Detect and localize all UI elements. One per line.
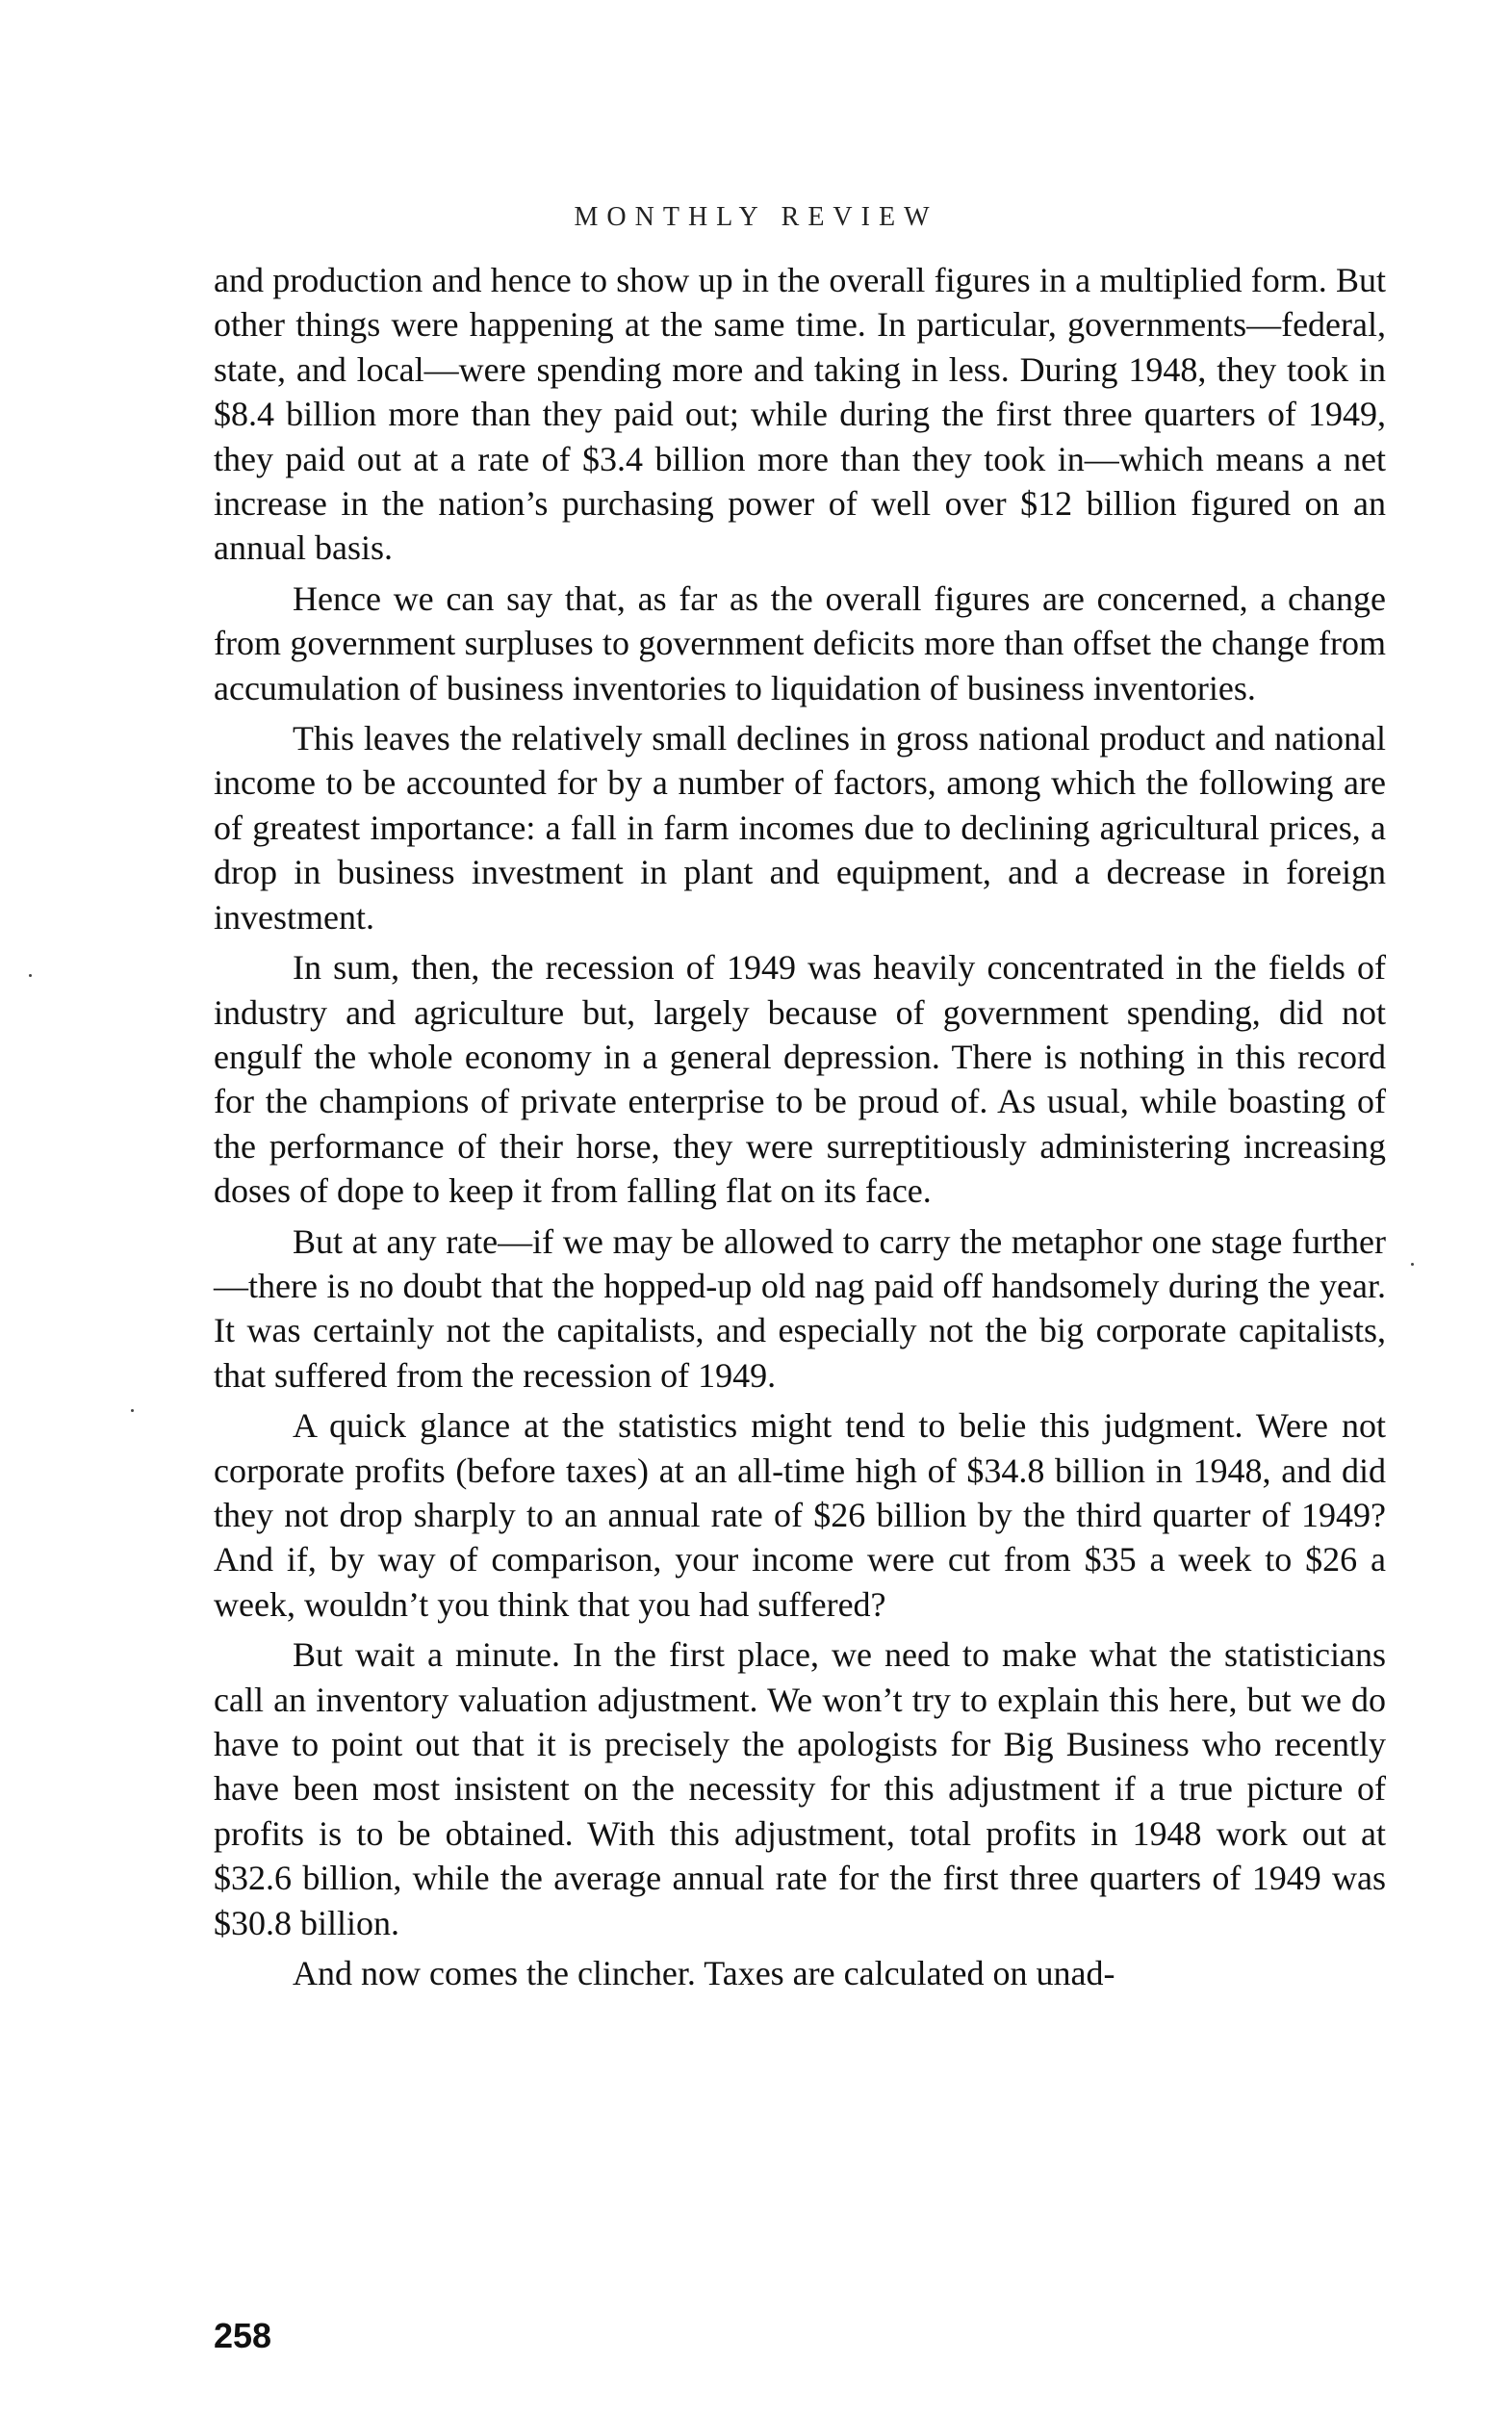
paragraph: and production and hence to show up in the overall figures in a multiplied form. But other things were happening at the same time. In particular, governments—federal, state, and local—were spending more and taking in less. During 1948, they took in $8.4 billion more than they paid out; while during the first three quarters of 1949, they paid out at a rate of $3.4 billion more than they took in—which means a net increase in the nation’s purchasing power of well over $12 billion figured on an annual basis. — [214, 261, 1386, 568]
body-text — [214, 258, 1386, 2001]
paragraph: In sum, then, the recession of 1949 was heavily concentrated in the fields of industry and agriculture but, largely because of government spending, did not engulf the whole economy in a general depression. There is nothing in this record for the champions of private enterprise to be proud of. As usual, while boasting of the performance of their horse, they were surreptitiously administering increasing doses of dope to keep it from falling flat on its face. — [214, 948, 1386, 1211]
scan-speck — [29, 974, 32, 977]
paragraph: And now comes the clincher. Taxes are calculated on unad- — [293, 1954, 1115, 1993]
running-head: MONTHLY REVIEW — [574, 202, 938, 232]
paragraph: But wait a minute. In the first place, we need to make what the statisticians call an inventory valuation adjustment. We won’t try to explain this here, but we do have to point out that it is precisely the apologists for Big Business who recently have been most insistent on the necessity for this adjustment if a true picture of profits is to be obtained. With this adjustment, total profits in 1948 work out at $32.6 billion, while the average annual rate for the first three quarters of 1949 was $30.8 billion. — [214, 1635, 1386, 1942]
page-number: 258 — [214, 2316, 272, 2355]
scan-speck — [1411, 1263, 1414, 1266]
paragraph: This leaves the relatively small declines in gross national product and national income to be accounted for by a number of factors, among which the following are of greatest importance: a fall in farm incomes due to declining agricultural prices, a drop in business investment in plant and equipment, and a decrease in foreign investment. — [214, 719, 1386, 937]
scan-speck — [131, 1409, 134, 1412]
paragraph: Hence we can say that, as far as the overall figures are concerned, a change from government surpluses to government deficits more than offset the change from accumulation of business inventories to liquidation of business inventories. — [214, 578, 1386, 707]
paragraph: But at any rate—if we may be allowed to carry the metaphor one stage further—there is no doubt that the hopped-up old nag paid off handsomely during the year. It was certainly not the capitalists, and especially not the big corporate capitalists, that suffered from the recession of 1949. — [214, 1221, 1386, 1395]
paragraph: A quick glance at the statistics might tend to belie this judgment. Were not corporate profits (before taxes) at an all-time high of $34.8 billion in 1948, and did they not drop sharply to an annual rate of $26 billion by the third quarter of 1949? And if, by way of comparison, your income were cut from $35 a week to $26 a week, wouldn’t you think that you had suffered? — [214, 1406, 1386, 1624]
